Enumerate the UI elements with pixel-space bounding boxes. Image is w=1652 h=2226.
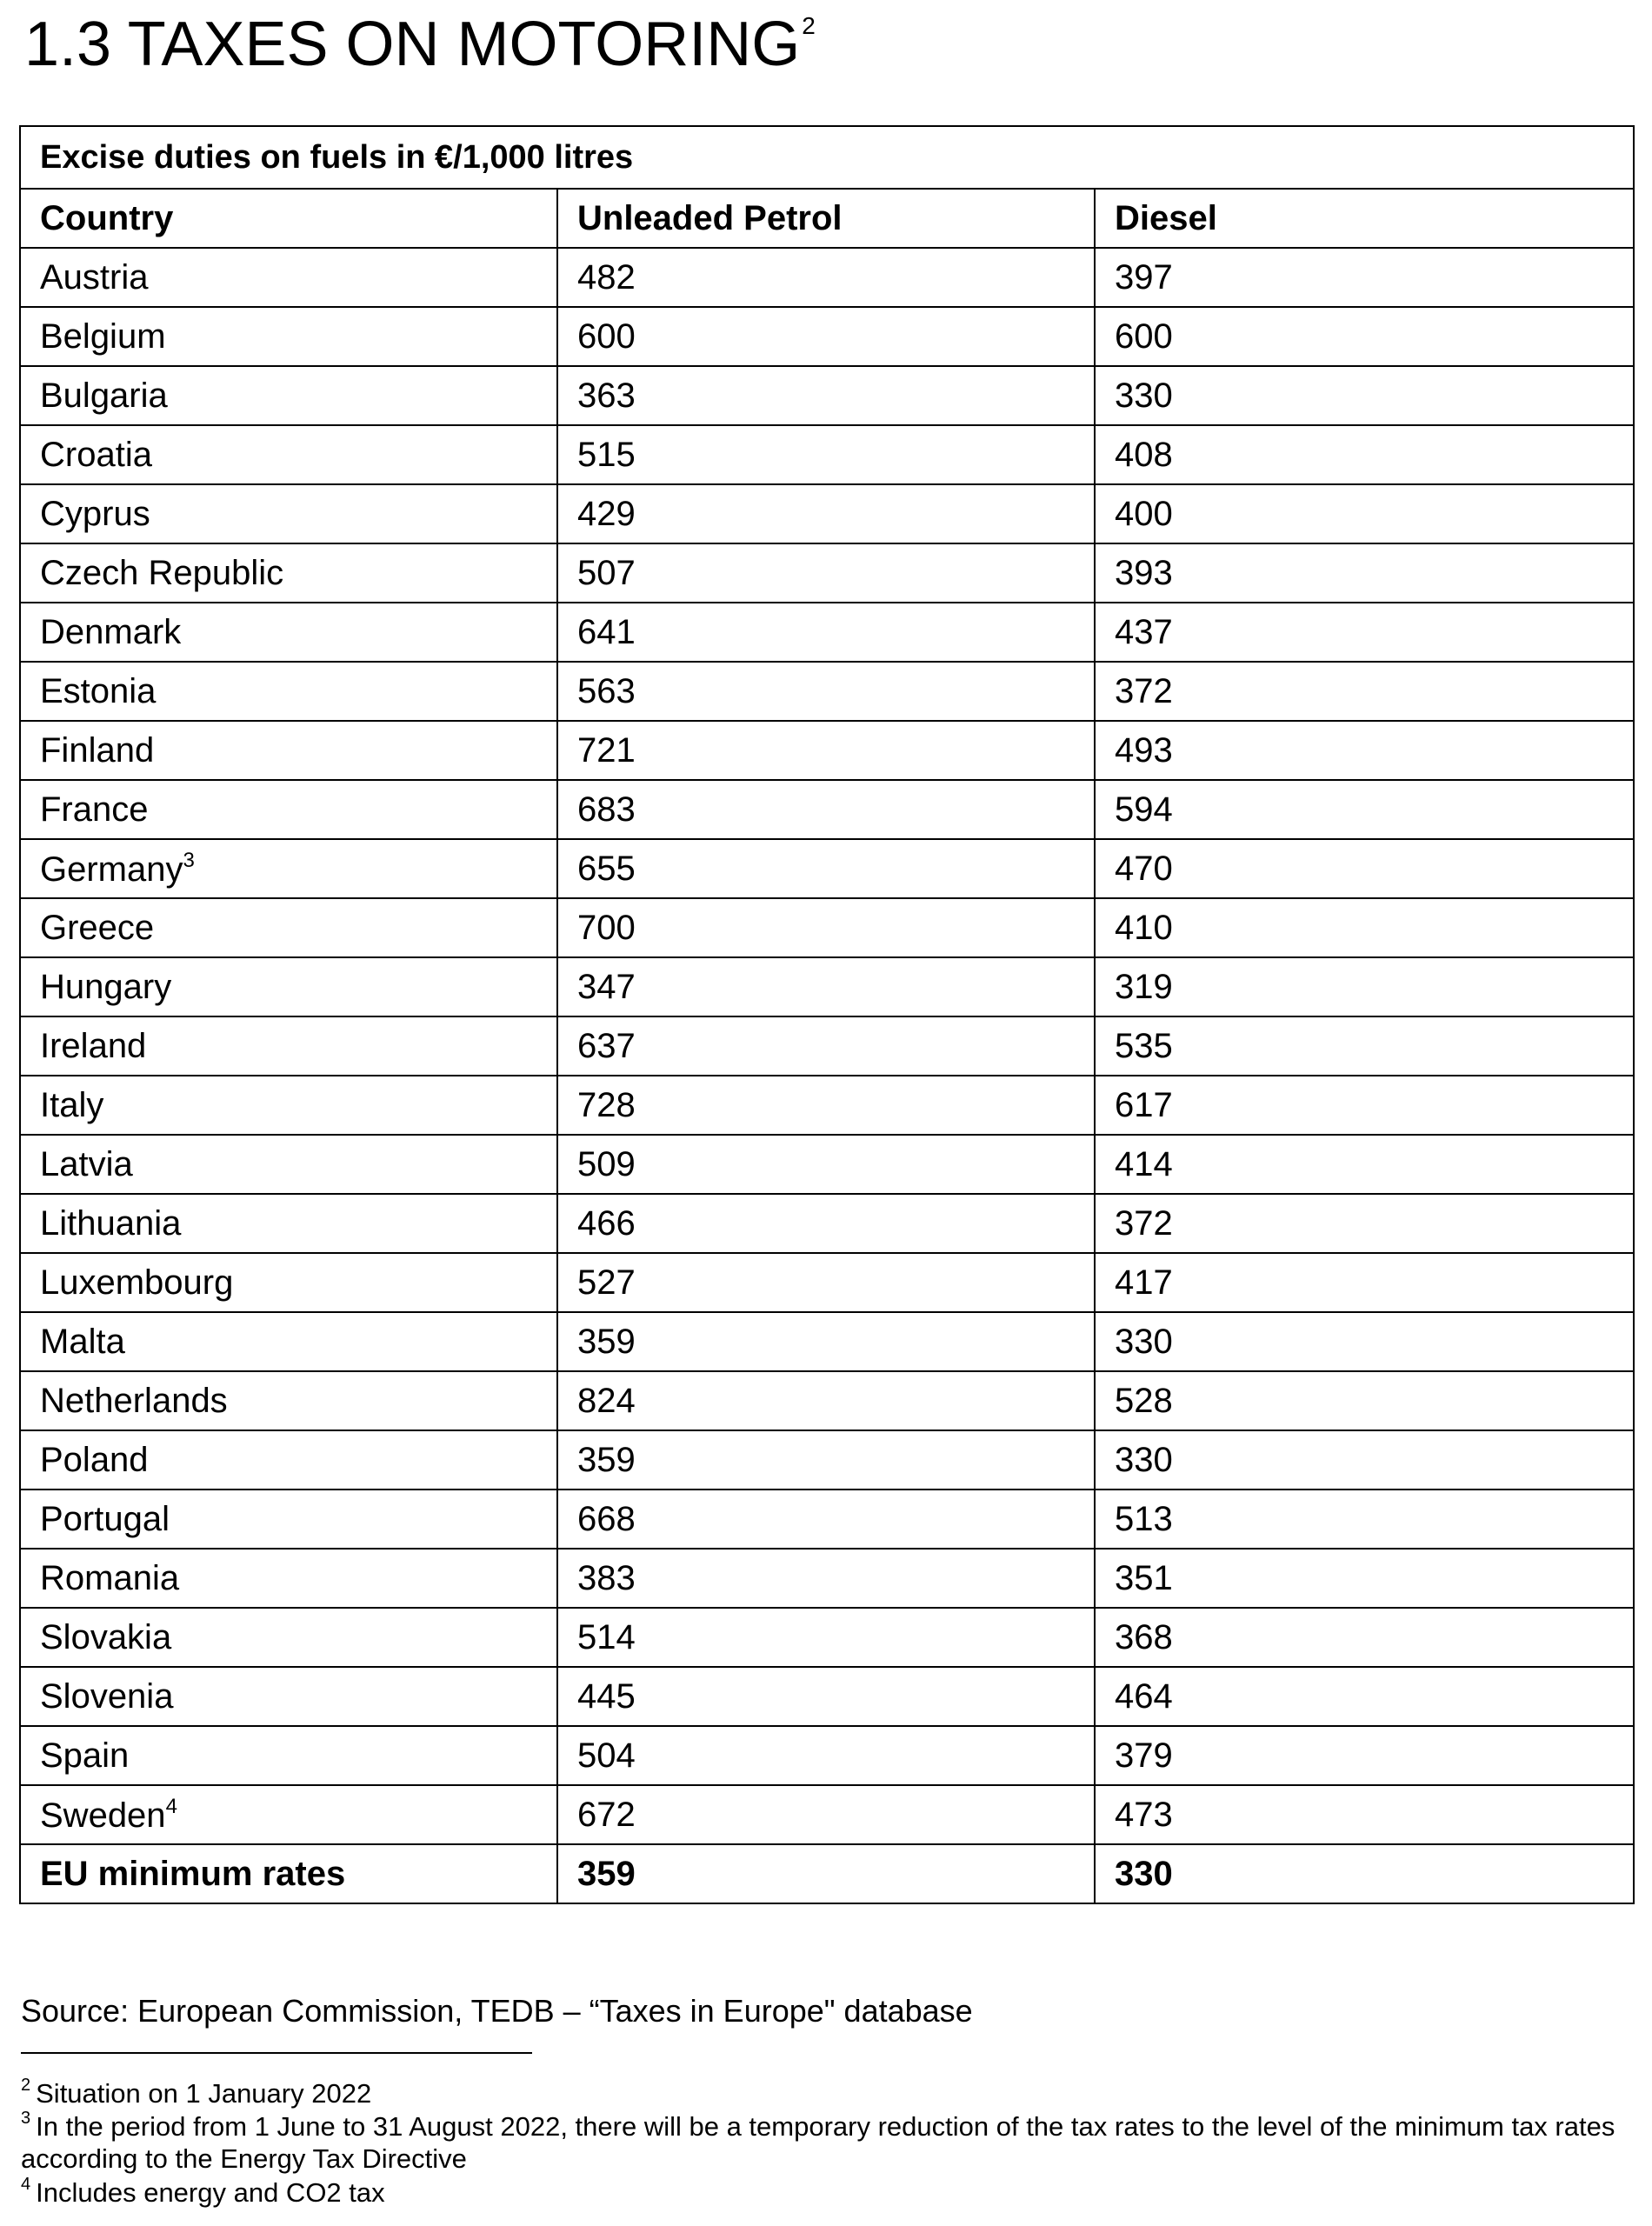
diesel-cell: 417: [1095, 1253, 1634, 1312]
country-name: Cyprus: [40, 495, 150, 533]
country-cell: [20, 957, 557, 1016]
country-cell: [20, 307, 557, 366]
diesel-cell: 528: [1095, 1371, 1634, 1430]
diesel-cell: 464: [1095, 1667, 1634, 1726]
excise-duties-table: [19, 125, 1635, 1904]
petrol-cell: 700: [557, 898, 1095, 957]
diesel-cell: 330: [1095, 1430, 1634, 1490]
footnote-4: [21, 2169, 1621, 2209]
eu-minimum-row: [20, 1844, 1634, 1903]
country-name: Romania: [40, 1559, 180, 1597]
country-name: Poland: [40, 1441, 149, 1479]
footnote-number: 4: [21, 2175, 31, 2194]
diesel-cell: 330: [1095, 366, 1634, 425]
country-name: Belgium: [40, 317, 166, 356]
country-name: Hungary: [40, 968, 172, 1006]
petrol-cell: 655: [557, 839, 1095, 898]
country-name: France: [40, 790, 149, 829]
country-footnote-ref: 3: [183, 849, 195, 872]
country-name: Ireland: [40, 1027, 147, 1065]
country-cell: [20, 603, 557, 662]
petrol-cell: 359: [557, 1312, 1095, 1371]
country-cell: [20, 1135, 557, 1194]
diesel-cell: 493: [1095, 721, 1634, 780]
petrol-cell: 527: [557, 1253, 1095, 1312]
country-name: Spain: [40, 1736, 130, 1775]
petrol-cell: 347: [557, 957, 1095, 1016]
table-row: [20, 839, 1634, 898]
total-label: EU minimum rates: [20, 1844, 557, 1903]
petrol-cell: 429: [557, 484, 1095, 543]
table-row: [20, 1135, 1634, 1194]
country-name: Italy: [40, 1086, 104, 1124]
country-cell: [20, 1194, 557, 1253]
table-row: [20, 898, 1634, 957]
country-cell: [20, 1253, 557, 1312]
table-row: [20, 1371, 1634, 1430]
petrol-cell: 363: [557, 366, 1095, 425]
petrol-cell: 728: [557, 1076, 1095, 1135]
country-cell: [20, 484, 557, 543]
footnote-number: 2: [21, 2076, 31, 2095]
diesel-cell: 600: [1095, 307, 1634, 366]
country-name: Slovakia: [40, 1618, 172, 1656]
diesel-cell: 400: [1095, 484, 1634, 543]
petrol-cell: 359: [557, 1430, 1095, 1490]
country-name: Sweden: [40, 1796, 166, 1835]
country-cell: [20, 1016, 557, 1076]
table-row: [20, 1430, 1634, 1490]
table-row: [20, 484, 1634, 543]
petrol-cell: 445: [557, 1667, 1095, 1726]
table-row: [20, 780, 1634, 839]
country-cell: [20, 898, 557, 957]
diesel-cell: 372: [1095, 662, 1634, 721]
diesel-cell: 437: [1095, 603, 1634, 662]
country-footnote-ref: 4: [165, 1795, 177, 1818]
petrol-cell: 514: [557, 1608, 1095, 1667]
country-name: Greece: [40, 909, 155, 947]
diesel-cell: 319: [1095, 957, 1634, 1016]
country-cell: [20, 1430, 557, 1490]
diesel-cell: 594: [1095, 780, 1634, 839]
column-header-petrol: Unleaded Petrol: [557, 189, 1095, 248]
country-cell: [20, 780, 557, 839]
petrol-cell: 515: [557, 425, 1095, 484]
diesel-cell: 372: [1095, 1194, 1634, 1253]
petrol-cell: 482: [557, 248, 1095, 307]
table-row: [20, 1312, 1634, 1371]
country-cell: [20, 662, 557, 721]
country-name: Latvia: [40, 1145, 133, 1183]
diesel-cell: 513: [1095, 1490, 1634, 1549]
footnote-text: Includes energy and CO2 tax: [36, 2177, 385, 2208]
country-cell: [20, 1608, 557, 1667]
country-name: Lithuania: [40, 1204, 182, 1243]
country-name: Estonia: [40, 672, 157, 710]
country-name: Austria: [40, 258, 149, 297]
page-title: [24, 9, 816, 80]
country-name: Portugal: [40, 1500, 170, 1538]
petrol-cell: 466: [557, 1194, 1095, 1253]
title-footnote-ref: 2: [802, 12, 816, 39]
country-cell: [20, 839, 557, 898]
footnote-text: In the period from 1 June to 31 August 2022, there will be a temporary reduction of the tax rates to the level of the minimum tax rates according to the Energy Tax Directive: [21, 2111, 1615, 2174]
total-diesel: 330: [1095, 1844, 1634, 1903]
table-row: [20, 543, 1634, 603]
table-row: [20, 366, 1634, 425]
petrol-cell: 668: [557, 1490, 1095, 1549]
diesel-cell: 414: [1095, 1135, 1634, 1194]
petrol-cell: 721: [557, 721, 1095, 780]
page-title-text: 1.3 TAXES ON MOTORING: [24, 10, 801, 79]
country-name: Slovenia: [40, 1677, 174, 1716]
table-row: [20, 1253, 1634, 1312]
table-row: [20, 1490, 1634, 1549]
diesel-cell: 410: [1095, 898, 1634, 957]
diesel-cell: 617: [1095, 1076, 1634, 1135]
total-petrol: 359: [557, 1844, 1095, 1903]
table-caption: Excise duties on fuels in €/1,000 litres: [20, 126, 1634, 189]
country-name: Bulgaria: [40, 377, 168, 415]
table-row: [20, 1785, 1634, 1844]
table-row: [20, 1608, 1634, 1667]
diesel-cell: 330: [1095, 1312, 1634, 1371]
table-row: [20, 1016, 1634, 1076]
diesel-cell: 470: [1095, 839, 1634, 898]
petrol-cell: 637: [557, 1016, 1095, 1076]
footnote-number: 3: [21, 2109, 31, 2128]
country-cell: [20, 366, 557, 425]
country-name: Czech Republic: [40, 554, 284, 592]
table-row: [20, 1726, 1634, 1785]
table-row: [20, 1549, 1634, 1608]
footnote-text: Situation on 1 January 2022: [36, 2078, 372, 2109]
petrol-cell: 683: [557, 780, 1095, 839]
country-cell: [20, 1312, 557, 1371]
diesel-cell: 368: [1095, 1608, 1634, 1667]
country-name: Denmark: [40, 613, 182, 651]
footnote-3: [21, 2103, 1621, 2175]
country-cell: [20, 1667, 557, 1726]
column-header-diesel: Diesel: [1095, 189, 1634, 248]
country-name: Luxembourg: [40, 1263, 234, 1302]
table-row: [20, 1076, 1634, 1135]
footnote-divider: [21, 2052, 532, 2054]
country-cell: [20, 1785, 557, 1844]
petrol-cell: 641: [557, 603, 1095, 662]
diesel-cell: 408: [1095, 425, 1634, 484]
diesel-cell: 379: [1095, 1726, 1634, 1785]
source-note: Source: European Commission, TEDB – “Taxes in Europe" database: [21, 1993, 973, 2029]
country-name: Croatia: [40, 436, 152, 474]
column-header-country: Country: [20, 189, 557, 248]
petrol-cell: 600: [557, 307, 1095, 366]
country-cell: [20, 543, 557, 603]
country-cell: [20, 1371, 557, 1430]
country-name: Malta: [40, 1323, 125, 1361]
diesel-cell: 473: [1095, 1785, 1634, 1844]
petrol-cell: 824: [557, 1371, 1095, 1430]
table-row: [20, 248, 1634, 307]
table-row: [20, 957, 1634, 1016]
table-caption-row: [20, 126, 1634, 189]
table-row: [20, 603, 1634, 662]
petrol-cell: 383: [557, 1549, 1095, 1608]
diesel-cell: 535: [1095, 1016, 1634, 1076]
country-cell: [20, 1549, 557, 1608]
petrol-cell: 563: [557, 662, 1095, 721]
country-cell: [20, 425, 557, 484]
country-cell: [20, 1726, 557, 1785]
diesel-cell: 351: [1095, 1549, 1634, 1608]
country-cell: [20, 1490, 557, 1549]
table-row: [20, 1194, 1634, 1253]
country-cell: [20, 1076, 557, 1135]
petrol-cell: 504: [557, 1726, 1095, 1785]
petrol-cell: 507: [557, 543, 1095, 603]
table-row: [20, 662, 1634, 721]
country-cell: [20, 248, 557, 307]
country-cell: [20, 721, 557, 780]
country-name: Finland: [40, 731, 155, 770]
table-row: [20, 425, 1634, 484]
table-row: [20, 307, 1634, 366]
table-header-row: [20, 189, 1634, 248]
table-row: [20, 1667, 1634, 1726]
diesel-cell: 393: [1095, 543, 1634, 603]
petrol-cell: 509: [557, 1135, 1095, 1194]
petrol-cell: 672: [557, 1785, 1095, 1844]
country-name: Germany: [40, 850, 183, 889]
table-row: [20, 721, 1634, 780]
country-name: Netherlands: [40, 1382, 228, 1420]
diesel-cell: 397: [1095, 248, 1634, 307]
